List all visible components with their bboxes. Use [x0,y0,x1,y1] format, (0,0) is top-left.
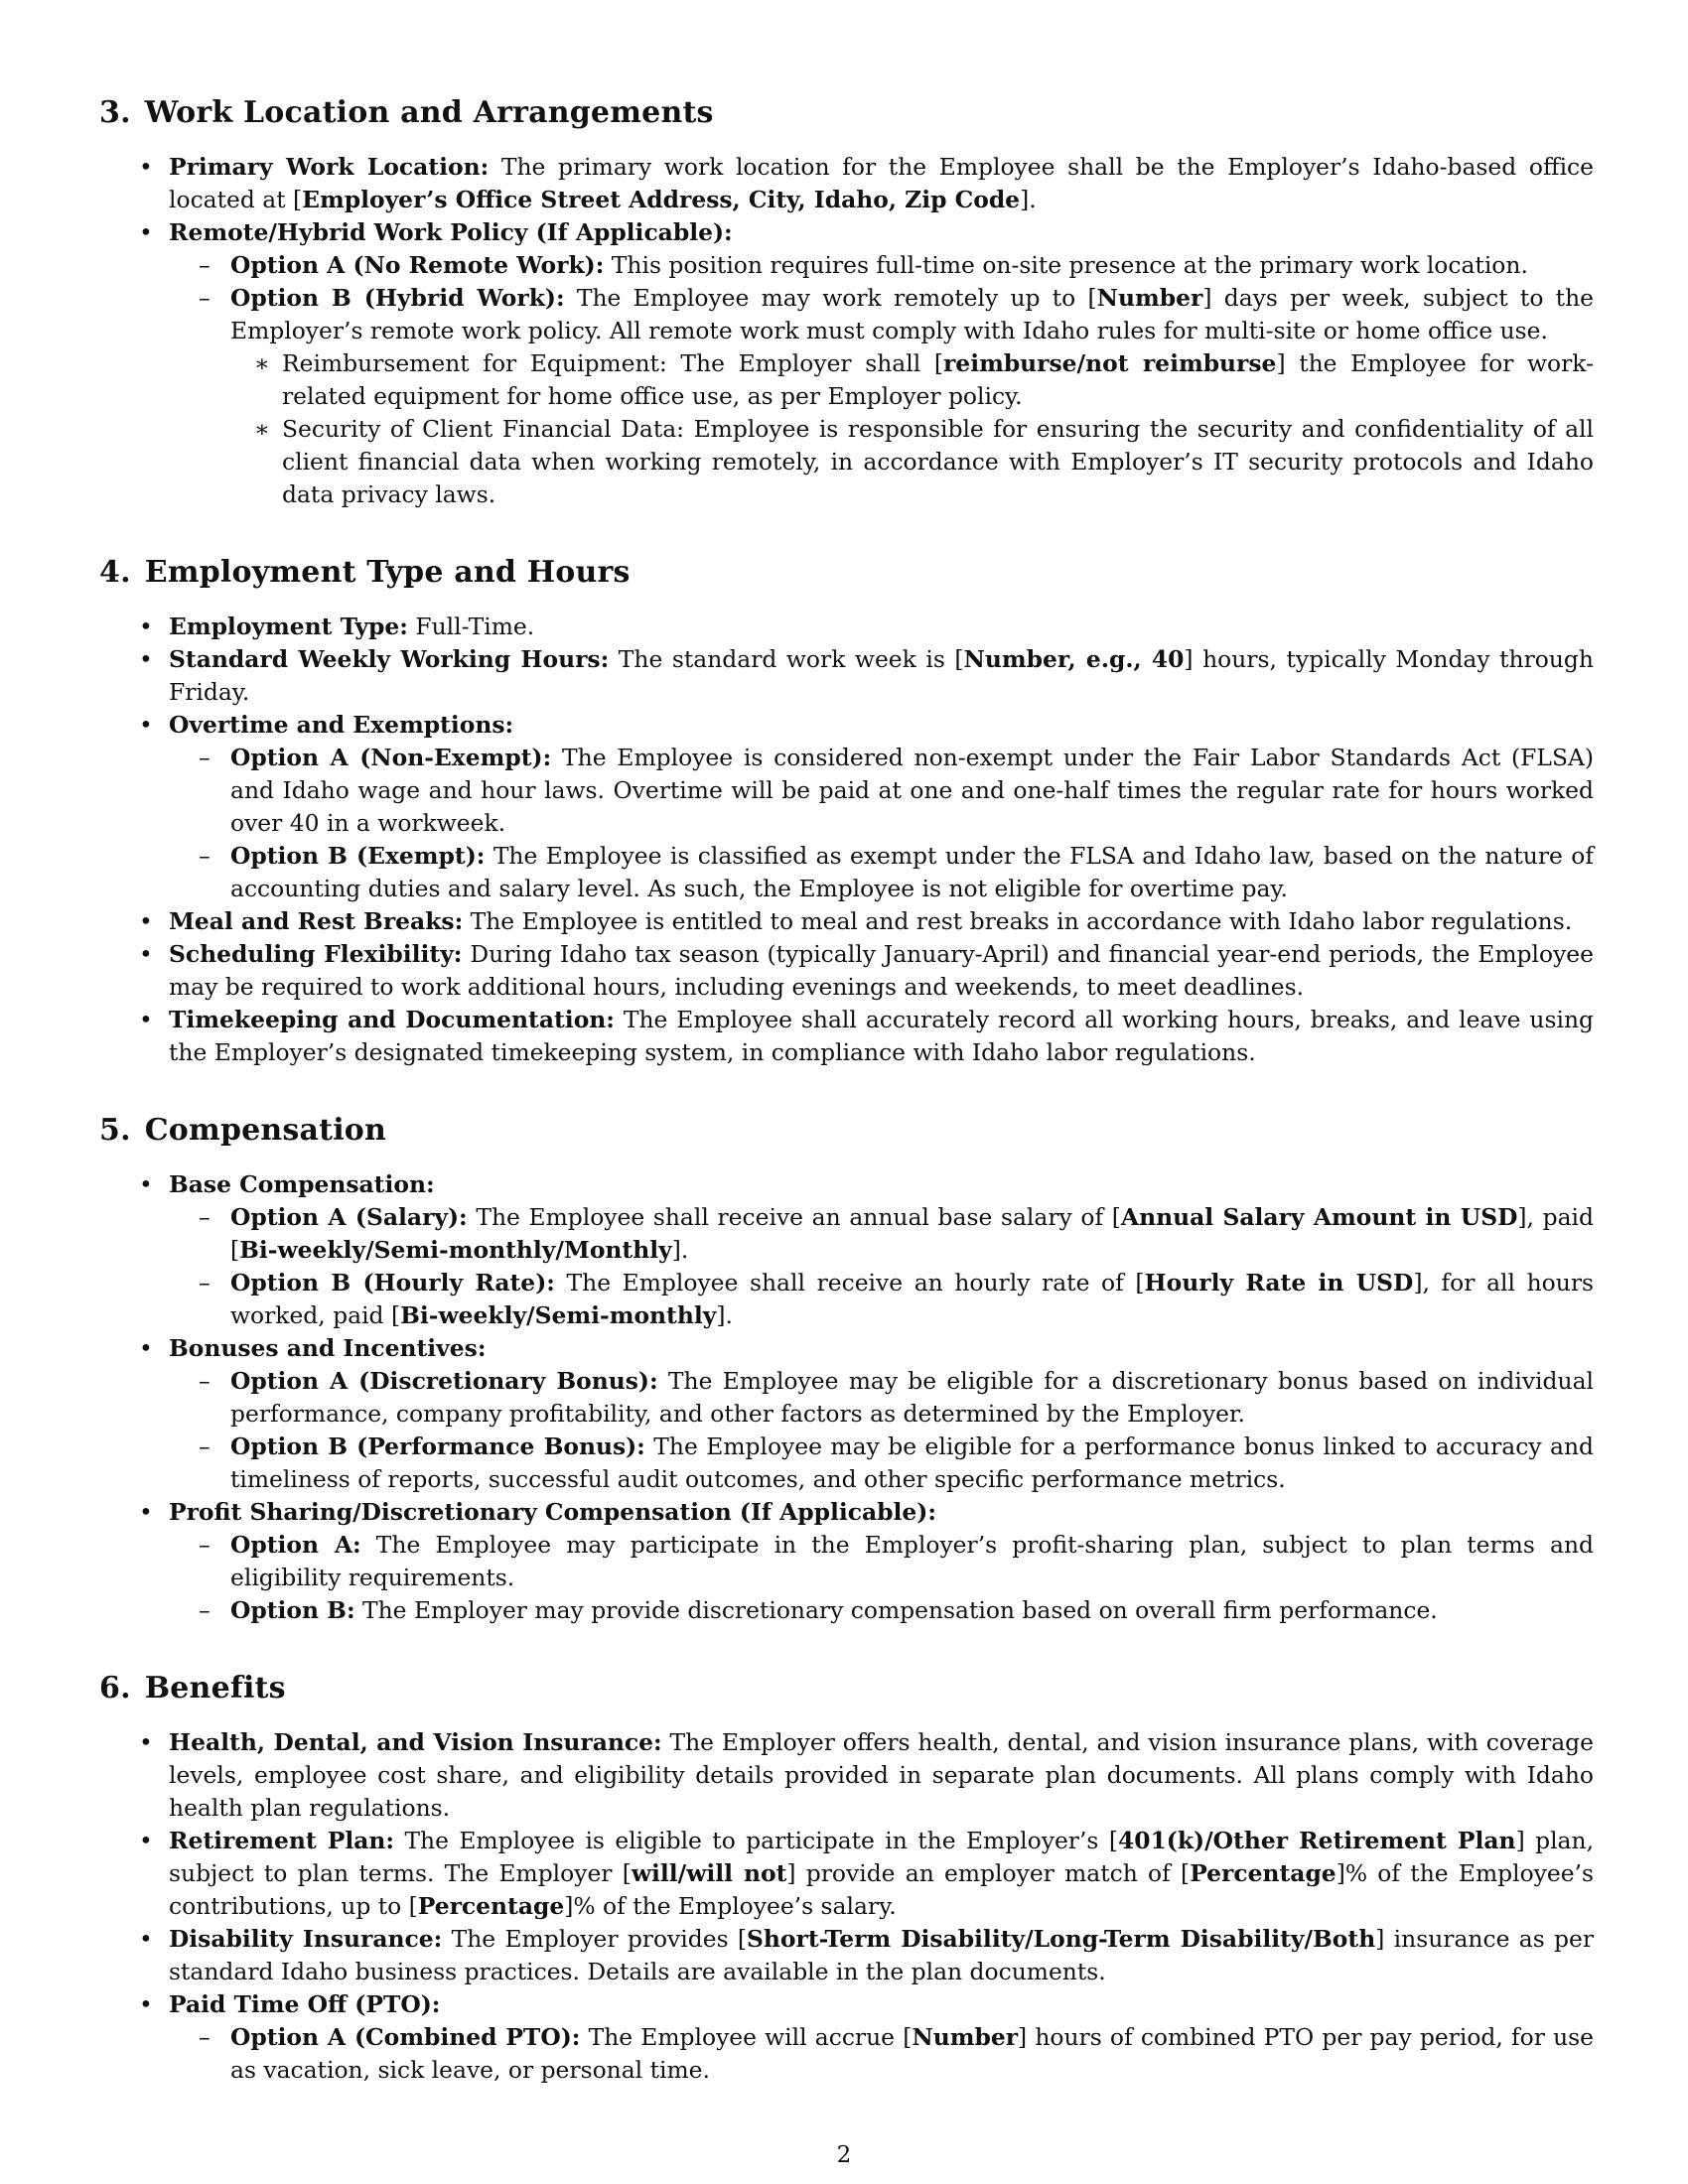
section-heading: 6. Benefits [99,1671,286,1706]
sub-list [230,347,1594,511]
option-item: – Option A: The Employee may participate in the Employer’s profit-sharing plan, subject to plan terms and eligibility requirements. [169,1529,1594,1594]
sub-item: ∗ Security of Client Financial Data: Employee is responsible for ensuring the security and confidentiality of all client financial data when working remotely, in accordance with Employer’s IT security protocols and Idaho data privacy laws. [230,413,1594,511]
section-heading: 4. Employment Type and Hours [99,555,631,590]
option-item: – Option B (Hourly Rate): The Employee shall receive an hourly rate of [Hourly Rate in USD], for all hours worked, paid [Bi-weekly/Semi-monthly]. [169,1267,1594,1332]
option-list [169,2021,1594,2087]
list-item: • Scheduling Flexibility: During Idaho tax season (typically January-April) and financial year-end periods, the Employee may be required to work additional hours, including evenings and weekends, to meet deadlines. [99,938,1594,1004]
option-list [169,1365,1594,1496]
list-item: • Meal and Rest Breaks: The Employee is entitled to meal and rest breaks in accordance with Idaho labor regulations. [99,905,1594,938]
option-list [169,742,1594,905]
option-item: – Option A (Salary): The Employee shall receive an annual base salary of [Annual Salary Amount in USD], paid [Bi-weekly/Semi-monthly/Monthly]. [169,1201,1594,1267]
option-list [169,1529,1594,1627]
list-item: • Paid Time Off (PTO): – Option A (Combined PTO): The Employee will accrue [Number] hours of combined PTO per pay period, for use as vacation, sick leave, or personal time. [99,1988,1594,2087]
option-item: – Option B (Hybrid Work): The Employee may work remotely up to [Number] days per week, subject to the Employer’s remote work policy. All remote work must comply with Idaho rules for multi-site or home office use. ∗ Reimbursement for Equipment: The Employer shall [reimburse/not reimburse] the Employee for work-related equipment for home office use, as per Employer policy. ∗ Security of Client Financial Data: Employee is responsible for ensuring the security and confidentiality of all client financial data when working remotely, in accordance with Employer’s IT security protocols and Idaho data privacy laws. [169,282,1594,511]
bullet-list [99,151,1594,511]
option-item: – Option A (Combined PTO): The Employee will accrue [Number] hours of combined PTO per pay period, for use as vacation, sick leave, or personal time. [169,2021,1594,2087]
option-list [169,1201,1594,1332]
section-work-location [99,95,1594,511]
bullet-list [99,1726,1594,2087]
list-item: • Remote/Hybrid Work Policy (If Applicable): – Option A (No Remote Work): This position requires full-time on-site presence at the primary work location. – Option B (Hybrid Work): The Employee may work remotely up to [Number] days per week, subject to the Employer’s remote work policy. All remote work must comply with Idaho rules for multi-site or home office use. ∗ Reimbursement for Equipment: The Employer shall [reimburse/not reimburse] the Employee for work-related equipment for home office use, as per Employer policy. ∗ Security of Client Financial Data: Employee is responsible for ensuring the security and confidentiality of all client financial data when working remotely, in accordance with Employer’s IT security protocols and Idaho data privacy laws. [99,216,1594,511]
section-compensation [99,1113,1594,1627]
page-number: 2 [836,2142,852,2168]
section-heading: 5. Compensation [99,1113,387,1148]
section-heading: 3. Work Location and Arrangements [99,95,714,130]
list-item: • Health, Dental, and Vision Insurance: The Employer offers health, dental, and vision insurance plans, with coverage levels, employee cost share, and eligibility details provided in separate plan documents. All plans comply with Idaho health plan regulations. [99,1726,1594,1825]
option-item: – Option B: The Employer may provide discretionary compensation based on overall firm performance. [169,1594,1594,1627]
section-employment-type [99,555,1594,1069]
list-item: • Timekeeping and Documentation: The Employee shall accurately record all working hours, breaks, and leave using the Employer’s designated timekeeping system, in compliance with Idaho labor regulations. [99,1004,1594,1069]
section-benefits [99,1671,1594,2087]
option-item: – Option A (No Remote Work): This position requires full-time on-site presence at the primary work location. [169,249,1594,282]
list-item: • Employment Type: Full-Time. [99,611,1594,643]
option-item: – Option A (Discretionary Bonus): The Employee may be eligible for a discretionary bonus based on individual performance, company profitability, and other factors as determined by the Employer. [169,1365,1594,1431]
sub-item: ∗ Reimbursement for Equipment: The Employer shall [reimburse/not reimburse] the Employee for work-related equipment for home office use, as per Employer policy. [230,347,1594,413]
list-item: • Primary Work Location: The primary work location for the Employee shall be the Employer’s Idaho-based office located at [Employer’s Office Street Address, City, Idaho, Zip Code]. [99,151,1594,216]
list-item: • Base Compensation: – Option A (Salary): The Employee shall receive an annual base salary of [Annual Salary Amount in USD], paid [Bi-weekly/Semi-monthly/Monthly]. – Option B (Hourly Rate): The Employee shall receive an hourly rate of [Hourly Rate in USD], for all hours worked, paid [Bi-weekly/Semi-monthly]. [99,1168,1594,1332]
list-item: • Profit Sharing/Discretionary Compensation (If Applicable): – Option A: The Employee may participate in the Employer’s profit-sharing plan, subject to plan terms and eligibility requirements. – Option B: The Employer may provide discretionary compensation based on overall firm performance. [99,1496,1594,1627]
option-item: – Option A (Non-Exempt): The Employee is considered non-exempt under the Fair Labor Standards Act (FLSA) and Idaho wage and hour laws. Overtime will be paid at one and one-half times the regular rate for hours worked over 40 in a workweek. [169,742,1594,840]
option-item: – Option B (Performance Bonus): The Employee may be eligible for a performance bonus linked to accuracy and timeliness of reports, successful audit outcomes, and other specific performance metrics. [169,1431,1594,1496]
bullet-list [99,1168,1594,1627]
list-item: • Standard Weekly Working Hours: The standard work week is [Number, e.g., 40] hours, typically Monday through Friday. [99,643,1594,709]
option-item: – Option B (Exempt): The Employee is classified as exempt under the FLSA and Idaho law, based on the nature of accounting duties and salary level. As such, the Employee is not eligible for overtime pay. [169,840,1594,905]
list-item: • Overtime and Exemptions: – Option A (Non-Exempt): The Employee is considered non-exempt under the Fair Labor Standards Act (FLSA) and Idaho wage and hour laws. Overtime will be paid at one and one-half times the regular rate for hours worked over 40 in a workweek. – Option B (Exempt): The Employee is classified as exempt under the FLSA and Idaho law, based on the nature of accounting duties and salary level. As such, the Employee is not eligible for overtime pay. [99,709,1594,905]
document-page [99,95,1594,2130]
bullet-list [99,611,1594,1069]
list-item: • Retirement Plan: The Employee is eligible to participate in the Employer’s [401(k)/Other Retirement Plan] plan, subject to plan terms. The Employer [will/will not] provide an employer match of [Percentage]% of the Employee’s contributions, up to [Percentage]% of the Employee’s salary. [99,1825,1594,1923]
list-item: • Disability Insurance: The Employer provides [Short-Term Disability/Long-Term Disability/Both] insurance as per standard Idaho business practices. Details are available in the plan documents. [99,1923,1594,1988]
list-item: • Bonuses and Incentives: – Option A (Discretionary Bonus): The Employee may be eligible for a discretionary bonus based on individual performance, company profitability, and other factors as determined by the Employer. – Option B (Performance Bonus): The Employee may be eligible for a performance bonus linked to accuracy and timeliness of reports, successful audit outcomes, and other specific performance metrics. [99,1332,1594,1496]
option-list [169,249,1594,511]
